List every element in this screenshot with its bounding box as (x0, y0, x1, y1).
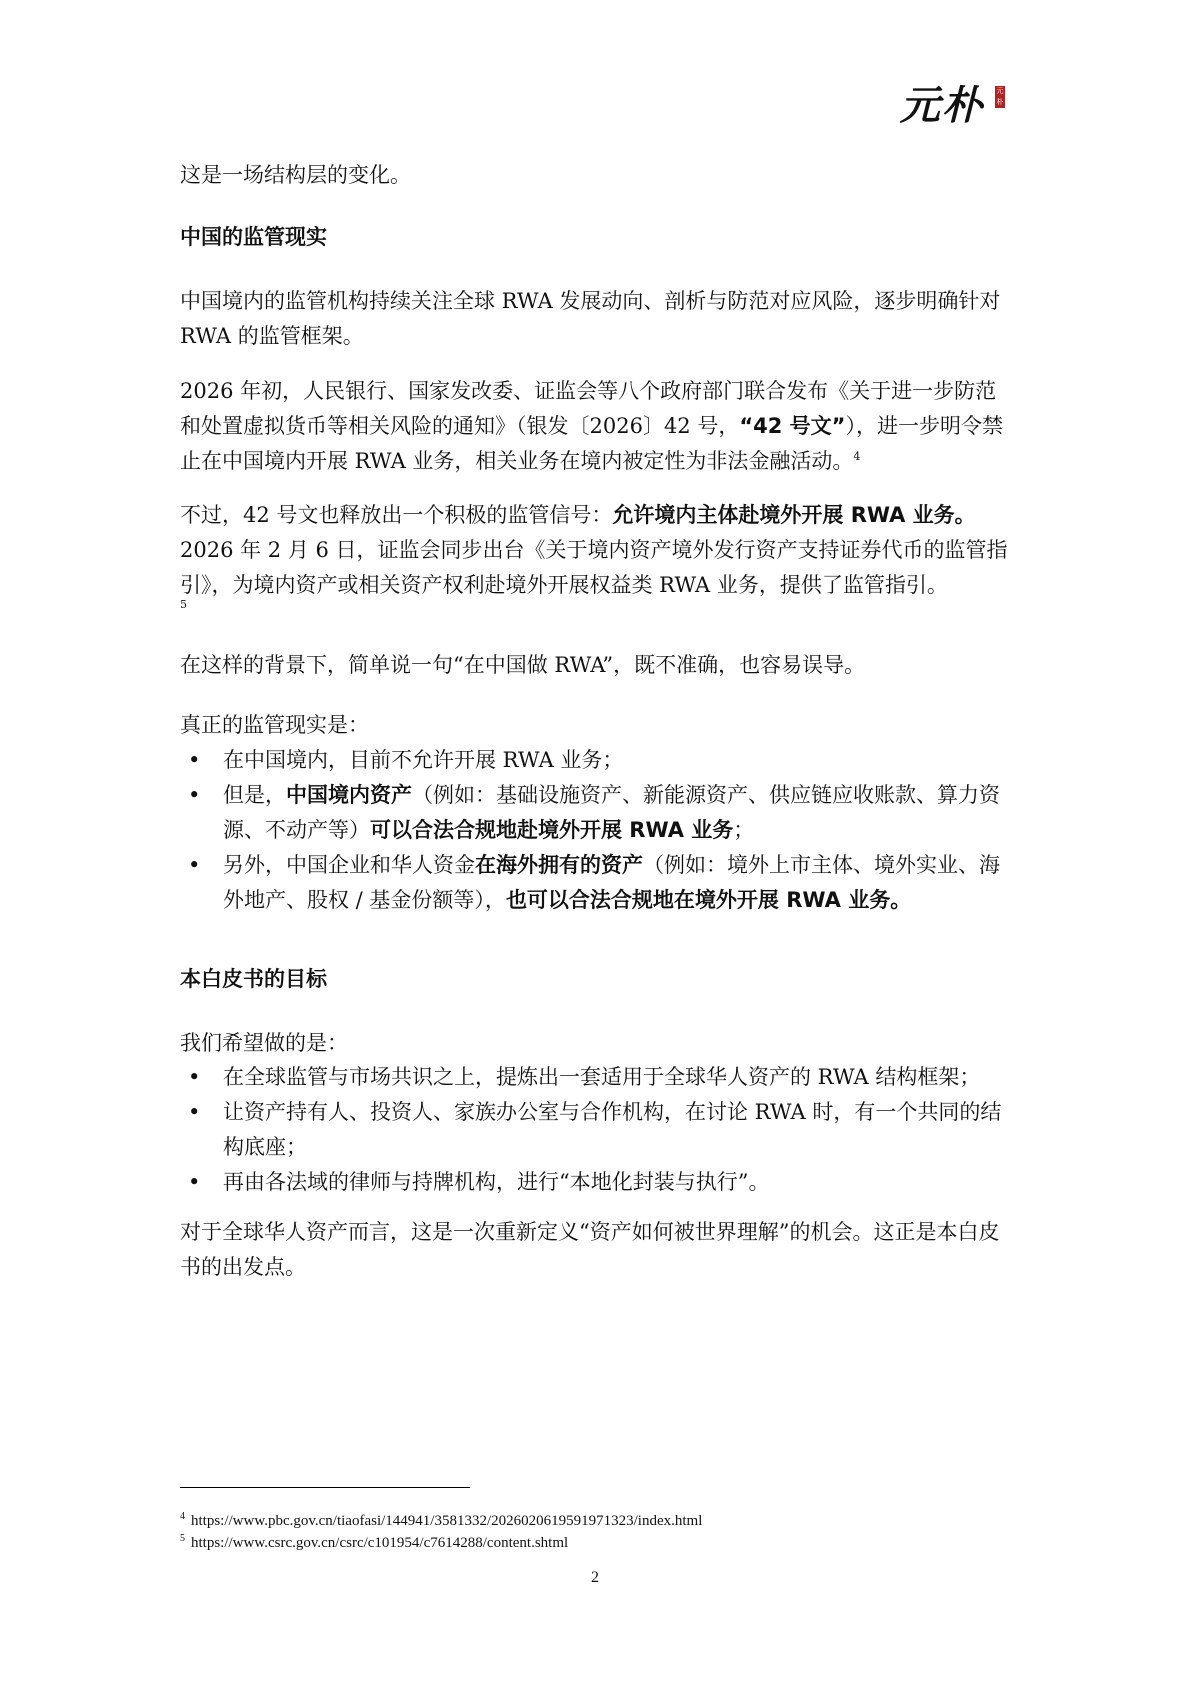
list-item (180, 778, 1010, 848)
bullet-icon: • (188, 1170, 201, 1194)
text-span: ），进一步明令禁止在中国境内开展 RWA 业务，相关业务在境内被定性为非法金融活动。 (180, 414, 1003, 473)
text-span: 但是， (223, 783, 286, 807)
regulation-paragraph-1: 中国境内的监管机构持续关注全球 RWA 发展动向、剖析与防范对应风险，逐步明确针对 RWA 的监管框架。 (180, 289, 1001, 348)
footnote-divider (180, 1487, 470, 1488)
list-item (180, 743, 1010, 778)
bold-span: 中国境内资产 (286, 783, 412, 807)
footnote-5 (180, 1533, 568, 1553)
goals-paragraph-2: 对于全球华人资产而言，这是一次重新定义“资产如何被世界理解”的机会。这正是本白皮书的出发点。 (180, 1220, 1000, 1279)
bold-span: 在海外拥有的资产 (475, 853, 643, 877)
text-span: ； (733, 818, 755, 842)
text-span: 2026 年初，人民银行、国家发改委、证监会等八个政府部门联合发布《关于进一步防范和处置虚拟货币等相关风险的通知》（银发〔2026〕42 号， (180, 379, 997, 438)
text-span: （例如：境外上市主体、境外实业、海外地产、股权 / 基金份额等）， (223, 853, 1000, 912)
seal-stamp: 元朴 (996, 87, 1004, 106)
intro-paragraph: 这是一场结构层的变化。 (180, 163, 411, 187)
text-span: 2026 年 2 月 6 日，证监会同步出台《关于境内资产境外发行资产支持证券代币的监管指引》，为境内资产或相关资产权利赴境外开展权益类 RWA 业务，提供了监管指引。 (180, 538, 1008, 597)
text-span: 在全球监管与市场共识之上，提炼出一套适用于全球华人资产的 RWA 结构框架； (223, 1065, 981, 1089)
bold-span: “42 号文” (739, 414, 846, 438)
regulation-bullet-list (180, 743, 1010, 918)
footnote-link[interactable]: https://www.csrc.gov.cn/csrc/c101954/c7614288/content.shtml (191, 1535, 569, 1551)
text-span: 另外，中国企业和华人资金 (223, 853, 475, 877)
list-item (180, 1165, 1010, 1200)
footnote-4 (180, 1511, 702, 1531)
text-span: 不过，42 号文也释放出一个积极的监管信号： (180, 503, 613, 527)
footnote-number: 5 (180, 1533, 185, 1544)
footnote-number: 4 (180, 1511, 185, 1522)
footnote-link[interactable]: https://www.pbc.gov.cn/tiaofasi/144941/3581332/2026020619591971323/index.html (191, 1513, 703, 1529)
list-item (180, 1060, 1010, 1095)
page-number: 2 (591, 1569, 599, 1586)
logo-text: 元朴 (900, 82, 984, 129)
bullet-icon: • (188, 748, 201, 772)
regulation-paragraph-4: 在这样的背景下，简单说一句“在中国做 RWA”，既不准确，也容易误导。 (180, 653, 866, 677)
regulation-paragraph-3 (180, 498, 1010, 603)
goals-bullet-list (180, 1060, 1010, 1200)
bullet-icon: • (188, 853, 201, 877)
bullet-icon: • (188, 1065, 201, 1089)
bullet-icon: • (188, 783, 201, 807)
bold-span: 允许境内主体赴境外开展 RWA 业务。 (612, 503, 976, 527)
logo (900, 78, 1005, 134)
bold-span: 可以合法合规地赴境外开展 RWA 业务 (370, 818, 734, 842)
text-span: （例如：基础设施资产、新能源资产、供应链应收账款、算力资源、不动产等） (223, 783, 1000, 842)
goals-paragraph-1: 我们希望做的是： (180, 1031, 348, 1055)
regulation-paragraph-2 (180, 374, 1010, 479)
section-heading-regulation: 中国的监管现实 (180, 225, 327, 249)
regulation-paragraph-5: 真正的监管现实是： (180, 713, 369, 737)
text-span: 让资产持有人、投资人、家族办公室与合作机构，在讨论 RWA 时，有一个共同的结构底座； (223, 1100, 1002, 1159)
footnote-ref-4[interactable]: 4 (853, 450, 861, 463)
section-heading-goals: 本白皮书的目标 (180, 967, 327, 991)
list-item (180, 848, 1010, 918)
bold-span: 也可以合法合规地在境外开展 RWA 业务。 (505, 888, 912, 912)
text-span: 再由各法域的律师与持牌机构，进行“本地化封装与执行”。 (223, 1170, 770, 1194)
list-item (180, 1095, 1010, 1165)
bullet-icon: • (188, 1100, 201, 1124)
text-span: 在中国境内，目前不允许开展 RWA 业务； (223, 748, 624, 772)
footnote-ref-5[interactable]: 5 (180, 598, 187, 611)
